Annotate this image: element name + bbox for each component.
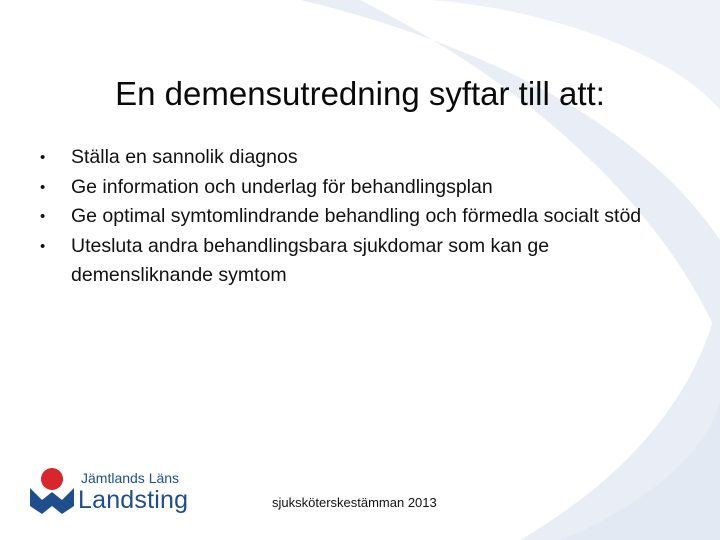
slide-title: En demensutredning syftar till att:	[115, 75, 605, 112]
logo-text-line2: Landsting	[78, 486, 189, 514]
bullet-dot: •	[40, 208, 46, 225]
bullet-dot: •	[40, 149, 46, 166]
bullet-text: Utesluta andra behandlingsbara sjukdomar som kan ge demensliknande symtom	[71, 234, 550, 286]
logo-text-line1: Jämtlands Läns	[81, 470, 180, 486]
bullet-text: Ställa en sannolik diagnos	[71, 146, 298, 168]
landsting-logo	[28, 466, 198, 520]
bullet-item	[40, 173, 690, 203]
footer-text: sjuksköterskestämman 2013	[272, 495, 437, 510]
bullet-dot: •	[40, 237, 46, 255]
bullet-item	[40, 143, 690, 173]
bullet-text: Ge optimal symtomlindrande behandling och förmedla socialt stöd	[71, 205, 642, 227]
bullet-text: Ge information och underlag för behandlingsplan	[71, 175, 493, 198]
bullet-dot: •	[40, 178, 46, 196]
bullet-item	[40, 232, 690, 291]
logo-mark-icon	[28, 466, 78, 520]
bullet-list	[40, 143, 690, 291]
bullet-item	[40, 202, 690, 232]
